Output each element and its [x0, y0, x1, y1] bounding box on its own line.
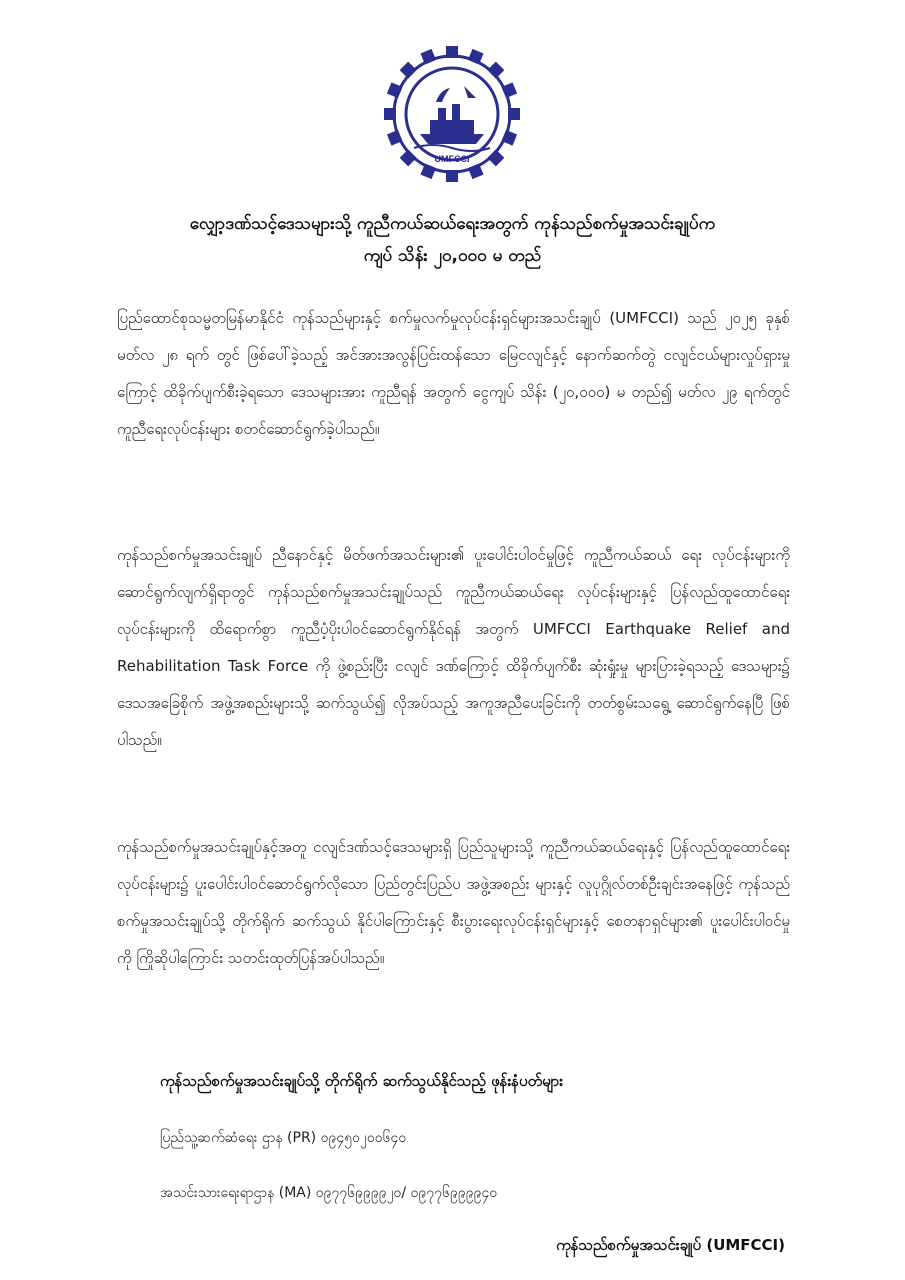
gear-tooth	[400, 62, 417, 79]
gear-tooth	[446, 46, 458, 58]
gear-tooth	[487, 149, 504, 166]
contact-line-pr: ပြည်သူ့ဆက်ဆံရေး ဌာန (PR) ၀၉၄၅၀၂၀၀၆၄၀	[160, 1130, 407, 1146]
contact-heading: ကုန်သည်စက်မှုအသင်းချုပ်သို့ တိုက်ရိုက် ဆက်သွယ်နိုင်သည့် ဖုန်းနံပတ်များ	[160, 1072, 564, 1090]
paragraph-2: ကုန်သည်စက်မှုအသင်းချုပ် ညီနောင်နှင့် မိတ်ဖက်အသင်းများ၏ ပူးပေါင်းပါဝင်မှုဖြင့် ကူညီကယ်ဆယ် ရေး လုပ်ငန်းများကို ဆောင်ရွက်လျက်ရှိရာတွင် ကုန်သည်စက်မှုအသင်းချုပ်သည် ကူညီကယ်ဆယ်ရေး လုပ်ငန်းများနှင့် ပြန်လည်ထူထောင်ရေးလုပ်ငန်းများကို ထိရောက်စွာ ကူညီပံ့ပိုးပါဝင်ဆောင်ရွက်နိုင်ရန် အတွက် UMFCCI Earthquake Relief and Rehabilitation Task Force ကို ဖွဲ့စည်းပြီး ငလျင် ဒဏ်ကြောင့် ထိခိုက်ပျက်စီး ဆုံးရှုံးမှု များပြားခဲ့ရသည့် ဒေသများ၌ ဒေသအခြေစိုက် အဖွဲ့အစည်းများသို့ ဆက်သွယ်၍ လိုအပ်သည့် အကူအညီပေးခြင်းကို တတ်စွမ်းသရွေ့ ဆောင်ရွက်နေပြီ ဖြစ်ပါသည်။	[117, 546, 790, 749]
gear-tooth	[487, 62, 504, 79]
title-line-1: လျှော့ဒဏ်သင့်ဒေသများသို့ ကူညီကယ်ဆယ်ရေးအတွက် ကုန်သည်စက်မှုအသင်းချုပ်က	[189, 214, 716, 234]
title-line-2: ကျပ် သိန်း ၂၀,၀၀၀ မ တည်	[363, 246, 542, 266]
signature: ကုန်သည်စက်မှုအသင်းချုပ် (UMFCCI)	[556, 1236, 785, 1254]
gear-tooth	[446, 170, 458, 182]
gear-tooth	[400, 149, 417, 166]
page-title	[80, 208, 825, 272]
gear-tooth	[508, 108, 520, 120]
umfcci-logo	[380, 42, 524, 186]
logo-text: UMFCCI	[434, 154, 470, 164]
gear-tooth	[384, 108, 396, 120]
contact-line-ma: အသင်းသားရေးရာဌာန (MA) ၀၉၇၇၆၉၉၉၉၂၀/ ၀၉၇၇၆၉၉၉၉၄၀	[160, 1185, 498, 1201]
paragraph-1: ပြည်ထောင်စုသမ္မတမြန်မာနိုင်ငံ ကုန်သည်များနှင့် စက်မှုလက်မှုလုပ်ငန်းရှင်များအသင်းချုပ် (UMFCCI) သည် ၂၀၂၅ ခုနှစ် မတ်လ ၂၈ ရက် တွင် ဖြစ်ပေါ်ခဲ့သည့် အင်အားအလွန်ပြင်းထန်သော မြေငလျင်နှင့် နောက်ဆက်တွဲ ငလျင်ငယ်များလှုပ်ရှားမှုကြောင့် ထိခိုက်ပျက်စီးခဲ့ရသော ဒေသများအား ကူညီရန် အတွက် ငွေကျပ် သိန်း (၂၀,၀၀၀) မ တည်၍ မတ်လ ၂၉ ရက်တွင် ကူညီရေးလုပ်ငန်းများ စတင်ဆောင်ရွက်ခဲ့ပါသည်။	[117, 309, 790, 438]
paragraph-3: ကုန်သည်စက်မှုအသင်းချုပ်နှင့်အတူ ငလျင်ဒဏ်သင့်ဒေသများရှိ ပြည်သူများသို့ ကူညီကယ်ဆယ်ရေးနှင့် ပြန်လည်ထူထောင်ရေးလုပ်ငန်းများ၌ ပူးပေါင်းပါဝင်ဆောင်ရွက်လိုသော ပြည်တွင်းပြည်ပ အဖွဲ့အစည်း များနှင့် လူပုဂ္ဂိုလ်တစ်ဦးချင်းအနေဖြင့် ကုန်သည်စက်မှုအသင်းချုပ်သို့ တိုက်ရိုက် ဆက်သွယ် နိုင်ပါကြောင်းနှင့် စီးပွားရေးလုပ်ငန်းရှင်များနှင့် စေတနာရှင်များ၏ ပူးပေါင်းပါဝင်မှုကို ကြိုဆိုပါကြောင်း သတင်းထုတ်ပြန်အပ်ပါသည်။	[117, 838, 790, 967]
